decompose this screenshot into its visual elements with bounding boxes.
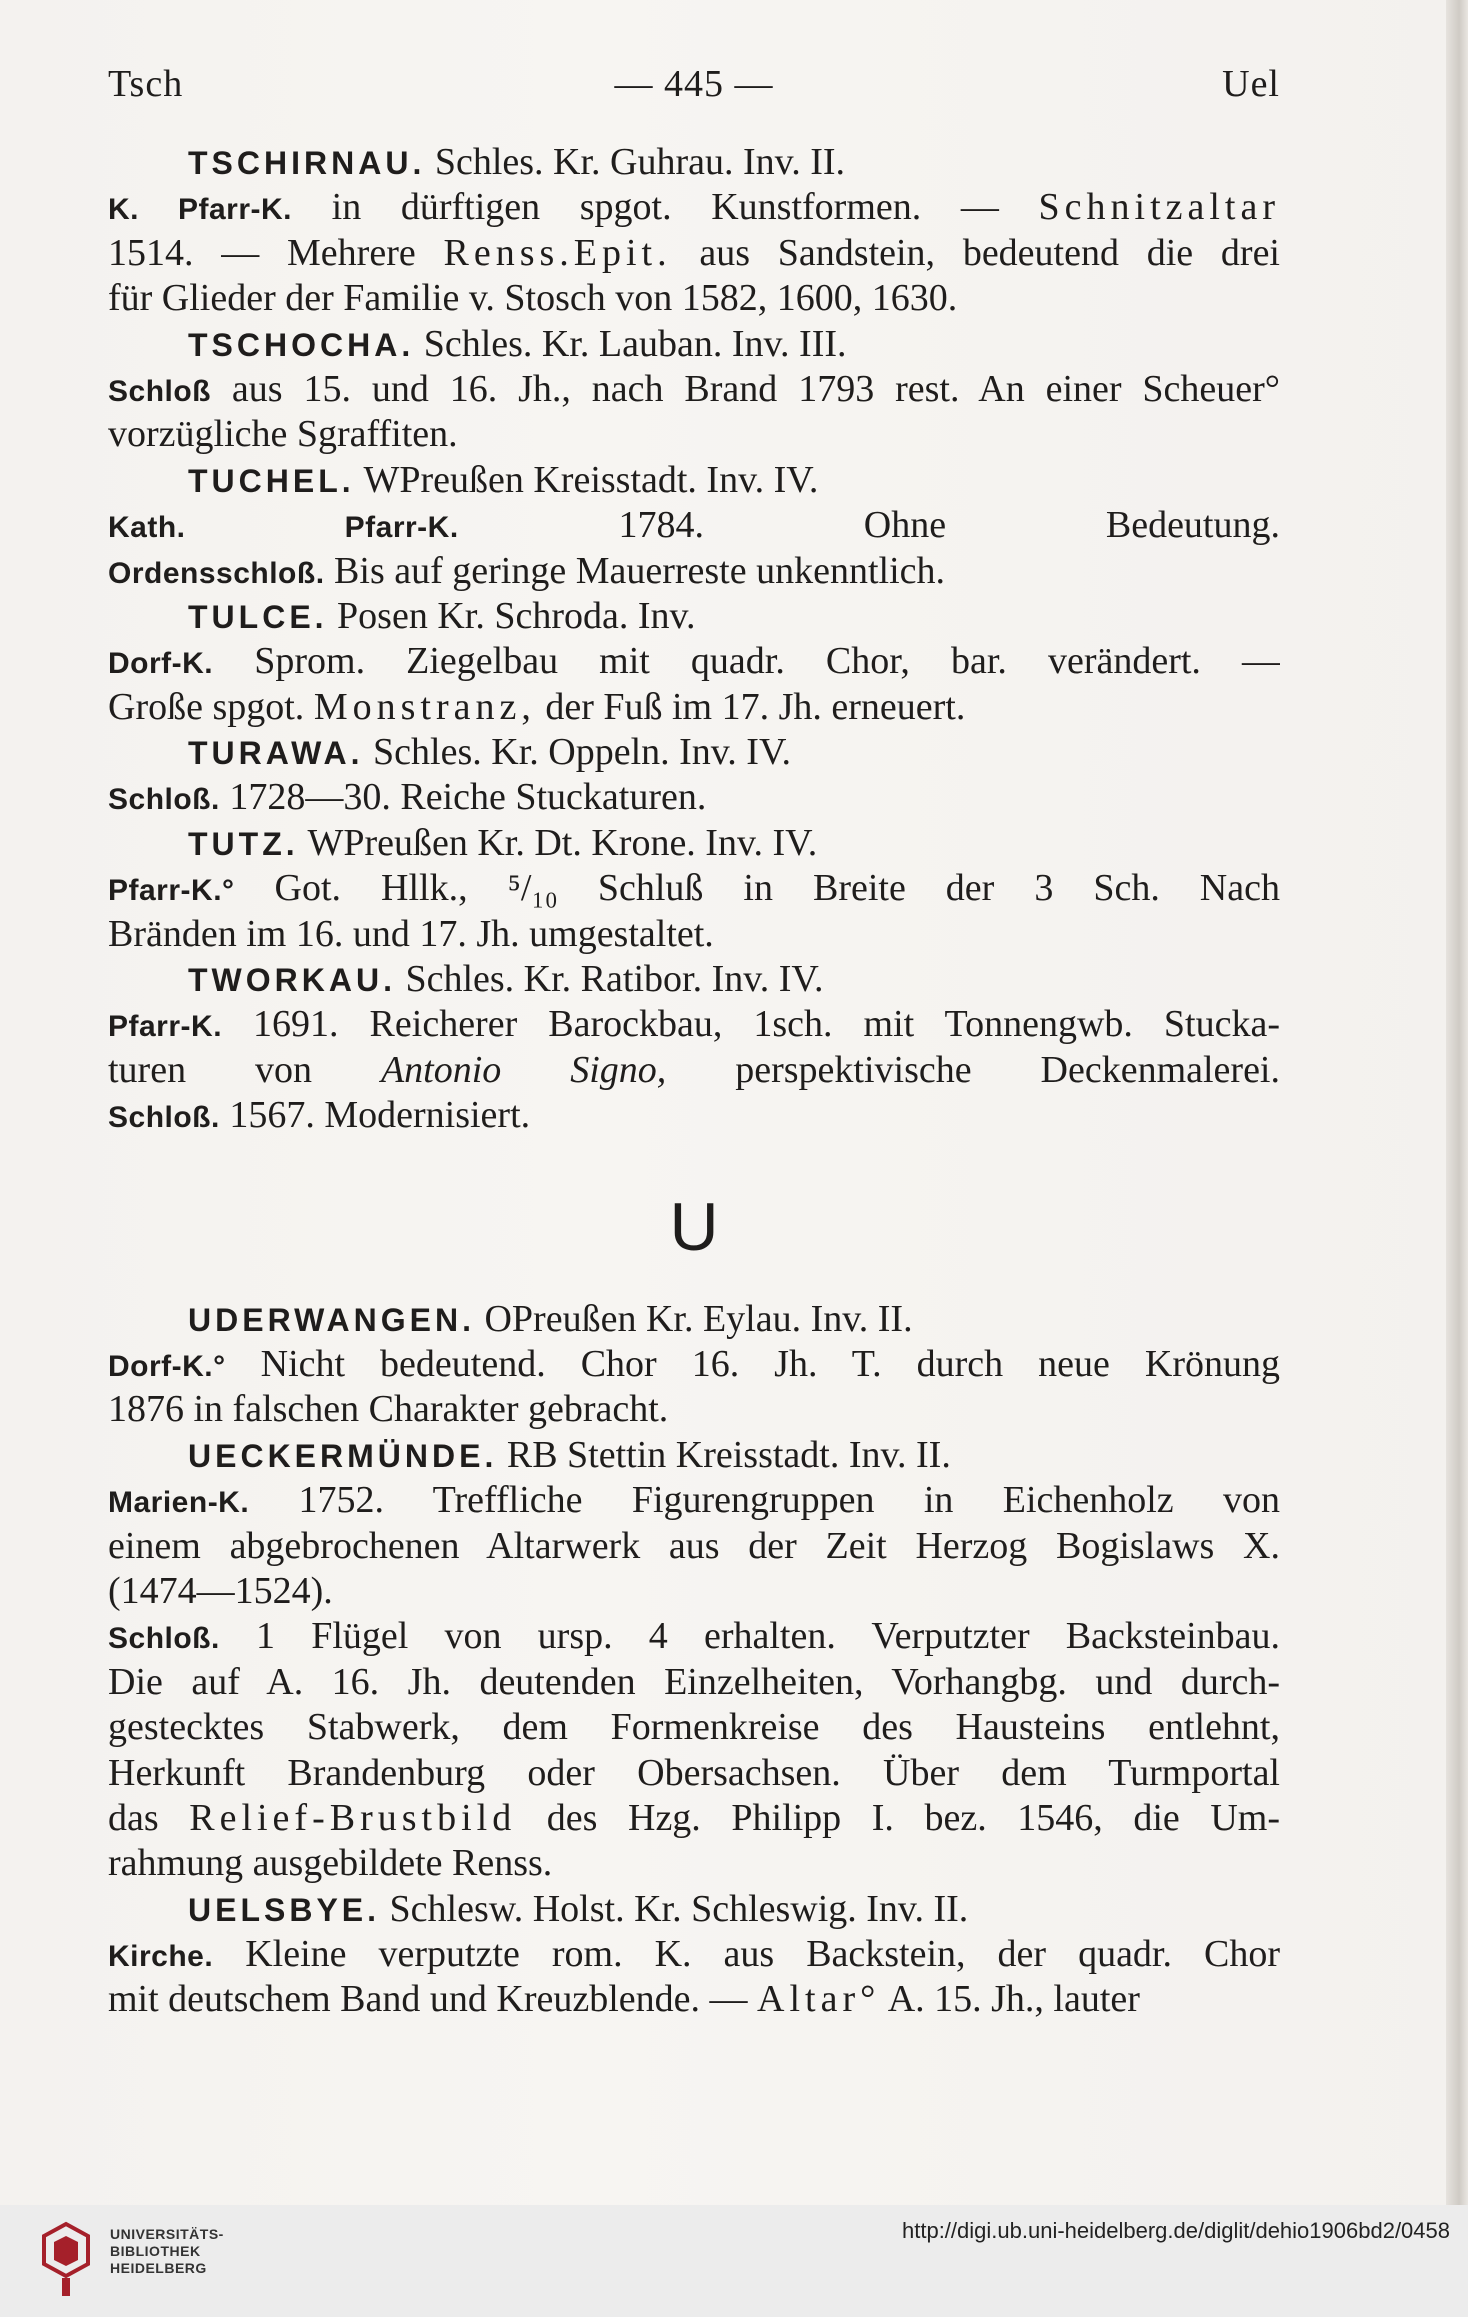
building-label: Kirche. — [108, 1940, 214, 1974]
entry-heading-line — [108, 1887, 1280, 1932]
text-run: Herkunft Brandenburg oder Obersachsen. Über dem Turmportal — [108, 1751, 1280, 1794]
entry-text-line — [108, 1342, 1280, 1387]
text-run: mit deutschem Band und Kreuzblende. — — [108, 1978, 758, 2021]
entry-heading-line — [108, 957, 1280, 1002]
entry-text-line — [108, 503, 1280, 548]
text-run: in dürftigen spgot. Kunstformen. — — [292, 186, 1039, 229]
spaced-term: Schnitzaltar — [1038, 186, 1280, 229]
text-run: 1567. Modernisiert. — [219, 1094, 531, 1137]
text-run: vorzügliche Sgraffiten. — [108, 413, 458, 456]
place-name: TUCHEL. — [188, 462, 355, 499]
spaced-term: Relief-Brustbild — [189, 1796, 517, 1839]
text-run: RB Stettin Kreisstadt. Inv. II. — [497, 1433, 951, 1476]
entry-text-line — [108, 1977, 1280, 2022]
text-run: Got. Hllk., ⁵/₁₀ Schluß in Breite der 3 Sch. Nach — [234, 867, 1280, 910]
library-name-line: UNIVERSITÄTS- — [110, 2226, 224, 2242]
text-run: Posen Kr. Schroda. Inv. — [327, 594, 696, 637]
entry — [108, 322, 1280, 458]
building-label: Kath. Pfarr-K. — [108, 511, 459, 545]
entry-text-line — [108, 1569, 1280, 1614]
entry-heading-line — [108, 594, 1280, 639]
running-head — [108, 62, 1280, 112]
entry-text-line — [108, 412, 1280, 457]
text-run: das — [108, 1796, 190, 1839]
building-label: Ordensschloß. — [108, 556, 325, 590]
text-run: des Hzg. Philipp I. bez. 1546, die Um- — [516, 1796, 1280, 1839]
entry-text-line — [108, 367, 1280, 412]
running-head-left: Tsch — [108, 63, 184, 105]
artist-name: Antonio Signo, — [380, 1048, 667, 1091]
text-run: Sprom. Ziegelbau mit quadr. Chor, bar. verändert. — — [213, 640, 1280, 683]
text-run: A. 15. Jh., lauter — [880, 1978, 1140, 2021]
entry-heading-line — [108, 140, 1280, 185]
building-label: Schloß. — [108, 1622, 220, 1656]
text-run: 1 Flügel von ursp. 4 erhalten. Verputzter Backsteinbau. — [219, 1615, 1280, 1658]
text-run: einem abgebrochenen Altarwerk aus der Zeit Herzog Bogislaws X. — [108, 1524, 1280, 1567]
building-label: K. Pfarr-K. — [108, 193, 292, 227]
entry-text-line — [108, 549, 1280, 594]
entry — [108, 140, 1280, 322]
entry-text-line — [108, 1478, 1280, 1523]
entry-text-line — [108, 866, 1280, 911]
entry-text-line — [108, 775, 1280, 820]
text-run: für Glieder der Familie v. Stosch von 1582, 1600, 1630. — [108, 277, 958, 320]
text-run: Schles. Kr. Ratibor. Inv. IV. — [395, 958, 824, 1001]
text-run: 1784. Ohne Bedeutung. — [458, 504, 1280, 547]
place-name: TURAWA. — [188, 735, 364, 772]
entry-text-line — [108, 276, 1280, 321]
library-name — [110, 2226, 224, 2277]
text-run: 1752. Treffliche Figurengruppen in Eichenholz von — [249, 1479, 1280, 1522]
text-run: Nicht bedeutend. Chor 16. Jh. T. durch neue Krönung — [225, 1342, 1280, 1385]
entry — [108, 957, 1280, 1139]
text-run: WPreußen Kr. Dt. Krone. Inv. IV. — [298, 821, 818, 864]
text-run: der Fuß im 17. Jh. erneuert. — [535, 685, 966, 728]
entry — [108, 1433, 1280, 1887]
text-run: Schlesw. Holst. Kr. Schleswig. Inv. II. — [380, 1887, 969, 1930]
text-run: aus Sandstein, bedeutend die drei — [671, 231, 1280, 274]
place-name: UDERWANGEN. — [188, 1301, 475, 1338]
entry-text-line — [108, 1841, 1280, 1886]
text-run: Große spgot. — [108, 685, 314, 728]
library-name-line: BIBLIOTHEK — [110, 2243, 201, 2259]
entry-text-line — [108, 231, 1280, 276]
place-name: TUTZ. — [188, 825, 299, 862]
entry-heading-line — [108, 821, 1280, 866]
spaced-term: Monstranz, — [313, 685, 536, 728]
entry-text-line — [108, 1932, 1280, 1977]
entry — [108, 1297, 1280, 1433]
place-name: TSCHIRNAU. — [188, 145, 426, 181]
entry-text-line — [108, 1002, 1280, 1047]
entry-text-line — [108, 1524, 1280, 1569]
place-name: TULCE. — [188, 598, 328, 635]
building-label: Marien-K. — [108, 1486, 250, 1520]
spaced-term: Renss.Epit. — [443, 231, 672, 274]
building-label: Pfarr-K. — [108, 1010, 223, 1044]
entry-text-line — [108, 1048, 1280, 1093]
entry-text-line — [108, 1751, 1280, 1796]
text-run: Bränden im 16. und 17. Jh. umgestaltet. — [108, 912, 714, 955]
entry-text-line — [108, 1796, 1280, 1841]
text-run: perspektivische Deckenmalerei. — [666, 1048, 1280, 1091]
text-run: WPreußen Kreisstadt. Inv. IV. — [354, 458, 819, 501]
text-run: Bis auf geringe Mauerreste unkenntlich. — [324, 549, 946, 592]
building-label: Schloß. — [108, 783, 220, 817]
text-run: 1691. Reicherer Barockbau, 1sch. mit Tonnengwb. Stucka- — [222, 1003, 1280, 1046]
building-label: Schloß. — [108, 1101, 220, 1135]
entry-text-line — [108, 1660, 1280, 1705]
text-run: gestecktes Stabwerk, dem Formenkreise des Hausteins entlehnt, — [108, 1706, 1280, 1749]
entry-heading-line — [108, 1297, 1280, 1342]
entry-text-line — [108, 1705, 1280, 1750]
text-run: (1474—1524). — [108, 1569, 333, 1612]
main-text — [108, 140, 1280, 2023]
text-run: OPreußen Kr. Eylau. Inv. II. — [474, 1297, 913, 1340]
text-run: 1728—30. Reiche Stuckaturen. — [219, 776, 707, 819]
text-run: rahmung ausgebildete Renss. — [108, 1842, 553, 1885]
text-run: Schles. Kr. Guhrau. Inv. II. — [425, 141, 845, 183]
section-letter: U — [669, 1188, 719, 1265]
text-run: Kleine verputzte rom. K. aus Backstein, der quadr. Chor — [213, 1933, 1280, 1976]
entry-heading-line — [108, 730, 1280, 775]
entry — [108, 1887, 1280, 2023]
library-name-line: HEIDELBERG — [110, 2260, 207, 2276]
text-run: turen von — [108, 1048, 381, 1091]
entry-text-line — [108, 639, 1280, 684]
entry-text-line — [108, 1387, 1280, 1432]
entry-text-line — [108, 912, 1280, 957]
building-label: Dorf-K.° — [108, 1349, 226, 1383]
entries-u — [108, 1297, 1280, 2023]
entry — [108, 730, 1280, 821]
text-run: Schles. Kr. Lauban. Inv. III. — [414, 322, 847, 365]
entry-heading-line — [108, 322, 1280, 367]
entry — [108, 594, 1280, 730]
text-run: Schles. Kr. Oppeln. Inv. IV. — [363, 731, 792, 774]
entry-heading-line — [108, 1433, 1280, 1478]
text-run: aus 15. und 16. Jh., nach Brand 1793 rest. An einer Scheuer° — [211, 367, 1280, 410]
building-label: Dorf-K. — [108, 647, 214, 681]
text-run: 1514. — Mehrere — [108, 231, 444, 274]
entries-t — [108, 140, 1280, 1139]
page-edge-shadow — [1446, 0, 1468, 2205]
text-run: 1876 in falschen Charakter gebracht. — [108, 1388, 669, 1431]
place-name: TWORKAU. — [188, 962, 396, 999]
entry — [108, 821, 1280, 957]
entry-text-line — [108, 685, 1280, 730]
building-label: Schloß — [108, 374, 212, 408]
entry-heading-line — [108, 458, 1280, 503]
entry — [108, 458, 1280, 594]
building-label: Pfarr-K.° — [108, 874, 235, 908]
text-run: Die auf A. 16. Jh. deutenden Einzelheiten, Vorhangbg. und durch- — [108, 1660, 1280, 1703]
library-logo-icon — [40, 2220, 92, 2300]
page-number: — 445 — — [614, 63, 774, 105]
entry-text-line — [108, 185, 1280, 230]
source-url-link[interactable]: http://digi.ub.uni-heidelberg.de/diglit/dehio1906bd2/0458 — [902, 2218, 1450, 2243]
running-head-right: Uel — [1222, 63, 1280, 105]
place-name: UECKERMÜNDE. — [188, 1437, 498, 1474]
spaced-term: Altar° — [757, 1978, 881, 2021]
entry-text-line — [108, 1614, 1280, 1659]
entry-text-line — [108, 1093, 1280, 1138]
place-name: TSCHOCHA. — [188, 326, 415, 363]
place-name: UELSBYE. — [188, 1891, 381, 1928]
